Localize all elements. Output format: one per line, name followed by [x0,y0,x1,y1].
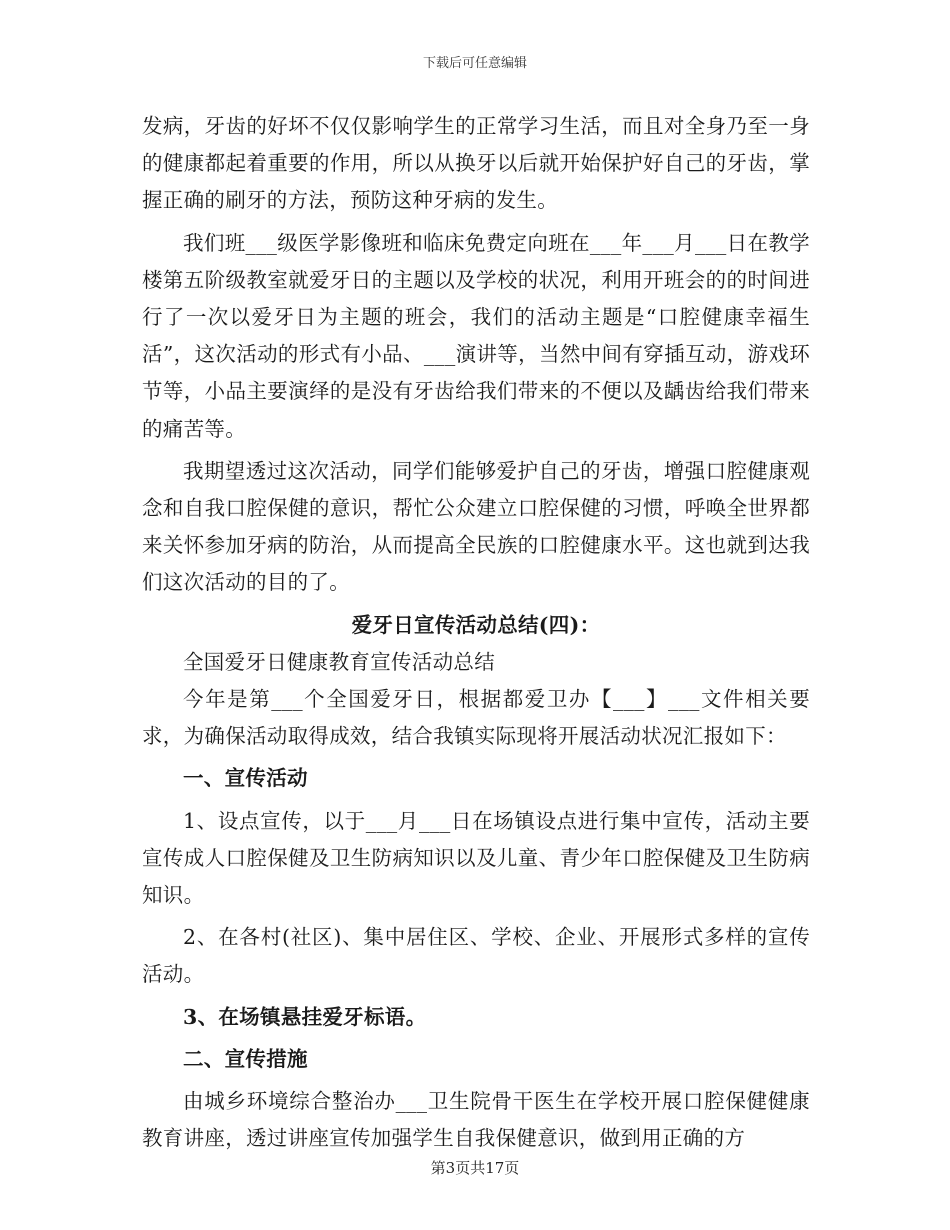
heading-publicity-activities: 一、宣传活动 [183,766,308,791]
paragraph-hope: 我期望透过这次活动，同学们能够爱护自己的牙齿，增强口腔健康观念和自我口腔保健的意识，帮忙公众建立口腔保健的习惯，呼唤全世界都来关怀参加牙病的防治，从而提高全民族的口腔健康水平。这也就到达我们这次活动的目的了。 [142,458,810,595]
subtitle-line: 全国爱牙日健康教育宣传活动总结 [183,649,495,674]
paragraph-continuation: 发病，牙齿的好坏不仅仅影响学生的正常学习生活，而且对全身乃至一身的健康都起着重要的作用，所以从换牙以后就开始保护好自己的牙齿，掌握正确的刷牙的方法，预防这种牙病的发生。 [142,114,810,213]
list-item-1: 1、设点宣传，以于___月___日在场镇设点进行集中宣传，活动主要宣传成人口腔保健及卫生防病知识以及儿童、青少年口腔保健及卫生防病知识。 [142,808,810,908]
section-title: 爱牙日宣传活动总结(四)： [351,612,601,637]
paragraph-intro: 今年是第___个全国爱牙日，根据都爱卫办【___】___文件相关要求，为确保活动取得成效，结合我镇实际现将开展活动状况汇报如下： [142,687,810,749]
document-body [142,108,810,1157]
list-item-3: 3、在场镇悬挂爱牙标语。 [183,1004,427,1029]
page-header: 下载后可任意编辑 [422,56,527,71]
heading-publicity-measures: 二、宣传措施 [183,1046,308,1071]
paragraph-measures: 由城乡环境综合整治办___卫生院骨干医生在学校开展口腔保健健康教育讲座，透过讲座宣传加强学生自我保健意识，做到用正确的方 [142,1089,810,1151]
paragraph-class-event: 我们班___级医学影像班和临床免费定向班在___年___月___日在教学楼第五阶级教室就爱牙日的主题以及学校的状况，利用开班会的的时间进行了一次以爱牙日为主题的班会，我们的活动主题是“口腔健康幸福生活”，这次活动的形式有小品、___演讲等，当然中间有穿插互动，游戏环节等，小品主要演绎的是没有牙齿给我们带来的不便以及龋齿给我们带来的痛苦等。 [142,230,810,441]
list-item-2: 2、在各村(社区)、集中居住区、学校、企业、开展形式多样的宣传活动。 [142,925,810,987]
page-footer: 第3页共17页 [430,1159,520,1177]
